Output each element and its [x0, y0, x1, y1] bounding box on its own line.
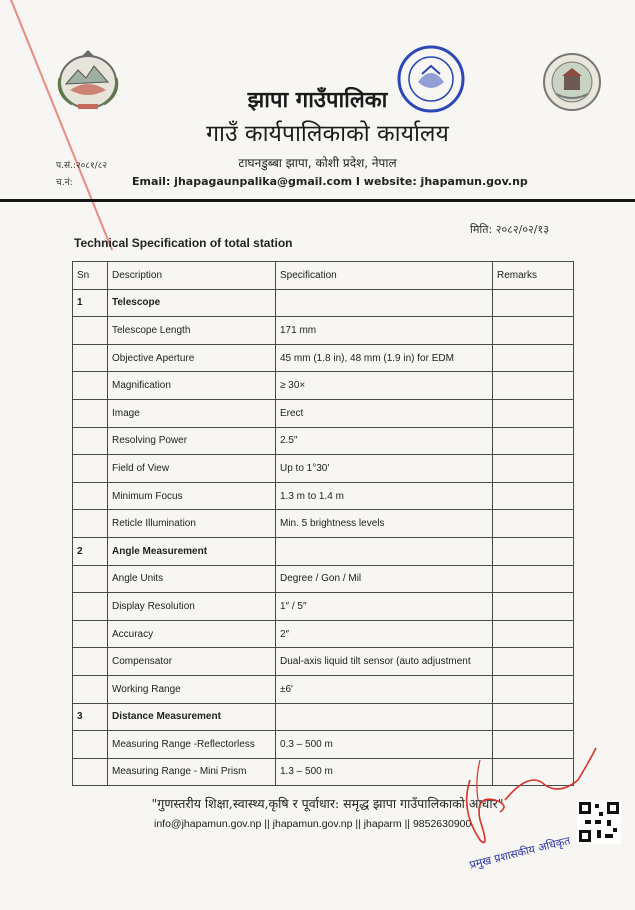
col-header-specification: Specification: [276, 262, 493, 290]
cell-remarks: [493, 703, 574, 731]
cell-description: Telescope Length: [108, 317, 276, 345]
cell-specification: ±6′: [276, 675, 493, 703]
office-address: टाघनडुब्बा झापा, कोशी प्रदेश, नेपाल: [238, 156, 397, 170]
cell-sn: [73, 510, 108, 538]
cell-sn: [73, 593, 108, 621]
cell-sn: [73, 372, 108, 400]
cell-description: Measuring Range - Mini Prism: [108, 758, 276, 786]
contact-line: Email: jhapagaunpalika@gmail.com I website: jhapamun.gov.np: [132, 175, 528, 188]
cell-remarks: [493, 427, 574, 455]
cell-description: Telescope: [108, 289, 276, 317]
cell-remarks: [493, 565, 574, 593]
cell-specification: Degree / Gon / Mil: [276, 565, 493, 593]
cell-description: Angle Measurement: [108, 537, 276, 565]
cell-sn: [73, 427, 108, 455]
cell-specification: 2.5″: [276, 427, 493, 455]
table-row: [73, 593, 574, 621]
cell-description: Image: [108, 399, 276, 427]
cell-sn: [73, 482, 108, 510]
cell-remarks: [493, 482, 574, 510]
cell-remarks: [493, 648, 574, 676]
cell-specification: 171 mm: [276, 317, 493, 345]
footer-contact: info@jhapamun.gov.np || jhapamun.gov.np || jhaparm || 9852630900: [154, 818, 472, 830]
cell-sn: 3: [73, 703, 108, 731]
cell-description: Distance Measurement: [108, 703, 276, 731]
cell-specification: Min. 5 brightness levels: [276, 510, 493, 538]
header-divider: [0, 199, 635, 202]
cell-sn: [73, 565, 108, 593]
cell-remarks: [493, 317, 574, 345]
table-row: [73, 344, 574, 372]
cell-description: Measuring Range -Reflectorless: [108, 731, 276, 759]
cell-sn: [73, 455, 108, 483]
cell-description: Field of View: [108, 455, 276, 483]
cell-remarks: [493, 344, 574, 372]
dispatch-number: च.नं:: [56, 178, 73, 188]
cell-specification: ≥ 30×: [276, 372, 493, 400]
cell-remarks: [493, 537, 574, 565]
table-row: [73, 675, 574, 703]
cell-description: Working Range: [108, 675, 276, 703]
cell-sn: 1: [73, 289, 108, 317]
cell-specification: Erect: [276, 399, 493, 427]
cell-sn: [73, 675, 108, 703]
office-title: गाउँ कार्यपालिकाको कार्यालय: [206, 121, 449, 147]
spec-table: [72, 261, 574, 786]
officer-stamp: प्रमुख प्रशासकीय अधिकृत: [468, 833, 572, 872]
signature-icon: [450, 740, 600, 860]
cell-remarks: [493, 372, 574, 400]
cell-specification: 1.3 – 500 m: [276, 758, 493, 786]
cell-sn: [73, 317, 108, 345]
cell-specification: [276, 289, 493, 317]
cell-sn: [73, 758, 108, 786]
cell-sn: 2: [73, 537, 108, 565]
reference-number: प.सं.:२०८१/८२: [56, 161, 108, 171]
cell-description: Objective Aperture: [108, 344, 276, 372]
cell-remarks: [493, 620, 574, 648]
cell-sn: [73, 620, 108, 648]
cell-specification: 1.3 m to 1.4 m: [276, 482, 493, 510]
document-heading: Technical Specification of total station: [74, 236, 293, 250]
cell-description: Magnification: [108, 372, 276, 400]
table-row: [73, 482, 574, 510]
cell-description: Minimum Focus: [108, 482, 276, 510]
cell-specification: Up to 1°30′: [276, 455, 493, 483]
cell-remarks: [493, 593, 574, 621]
cell-specification: 0.3 – 500 m: [276, 731, 493, 759]
cell-description: Accuracy: [108, 620, 276, 648]
municipality-motto: "गुणस्तरीय शिक्षा,स्वास्थ्य,कृषि र पूर्वाधार: समृद्ध झापा गाउँपालिकाको आधार": [151, 796, 504, 811]
cell-remarks: [493, 289, 574, 317]
cell-specification: 1″ / 5″: [276, 593, 493, 621]
cell-description: Angle Units: [108, 565, 276, 593]
cell-description: Resolving Power: [108, 427, 276, 455]
cell-description: Compensator: [108, 648, 276, 676]
section-row: [73, 289, 574, 317]
table-header-row: [73, 262, 574, 290]
cell-remarks: [493, 399, 574, 427]
table-row: [73, 427, 574, 455]
letter-date: मिति: २०८२/०२/१३: [470, 223, 549, 236]
cell-specification: [276, 537, 493, 565]
section-row: [73, 703, 574, 731]
table-row: [73, 565, 574, 593]
cell-remarks: [493, 510, 574, 538]
cell-sn: [73, 399, 108, 427]
col-header-sn: Sn: [73, 262, 108, 290]
table-row: [73, 455, 574, 483]
cell-sn: [73, 731, 108, 759]
col-header-description: Description: [108, 262, 276, 290]
cell-specification: Dual-axis liquid tilt sensor (auto adjustment: [276, 648, 493, 676]
col-header-remarks: Remarks: [493, 262, 574, 290]
table-row: [73, 399, 574, 427]
table-row: [73, 648, 574, 676]
table-row: [73, 372, 574, 400]
municipality-title: झापा गाउँपालिका: [247, 87, 388, 113]
cell-specification: 2″: [276, 620, 493, 648]
section-row: [73, 537, 574, 565]
cell-description: Display Resolution: [108, 593, 276, 621]
cell-remarks: [493, 455, 574, 483]
cell-specification: 45 mm (1.8 in), 48 mm (1.9 in) for EDM: [276, 344, 493, 372]
cell-sn: [73, 344, 108, 372]
table-row: [73, 510, 574, 538]
cell-sn: [73, 648, 108, 676]
table-row: [73, 620, 574, 648]
cell-description: Reticle Illumination: [108, 510, 276, 538]
cell-remarks: [493, 675, 574, 703]
cell-specification: [276, 703, 493, 731]
table-row: [73, 317, 574, 345]
